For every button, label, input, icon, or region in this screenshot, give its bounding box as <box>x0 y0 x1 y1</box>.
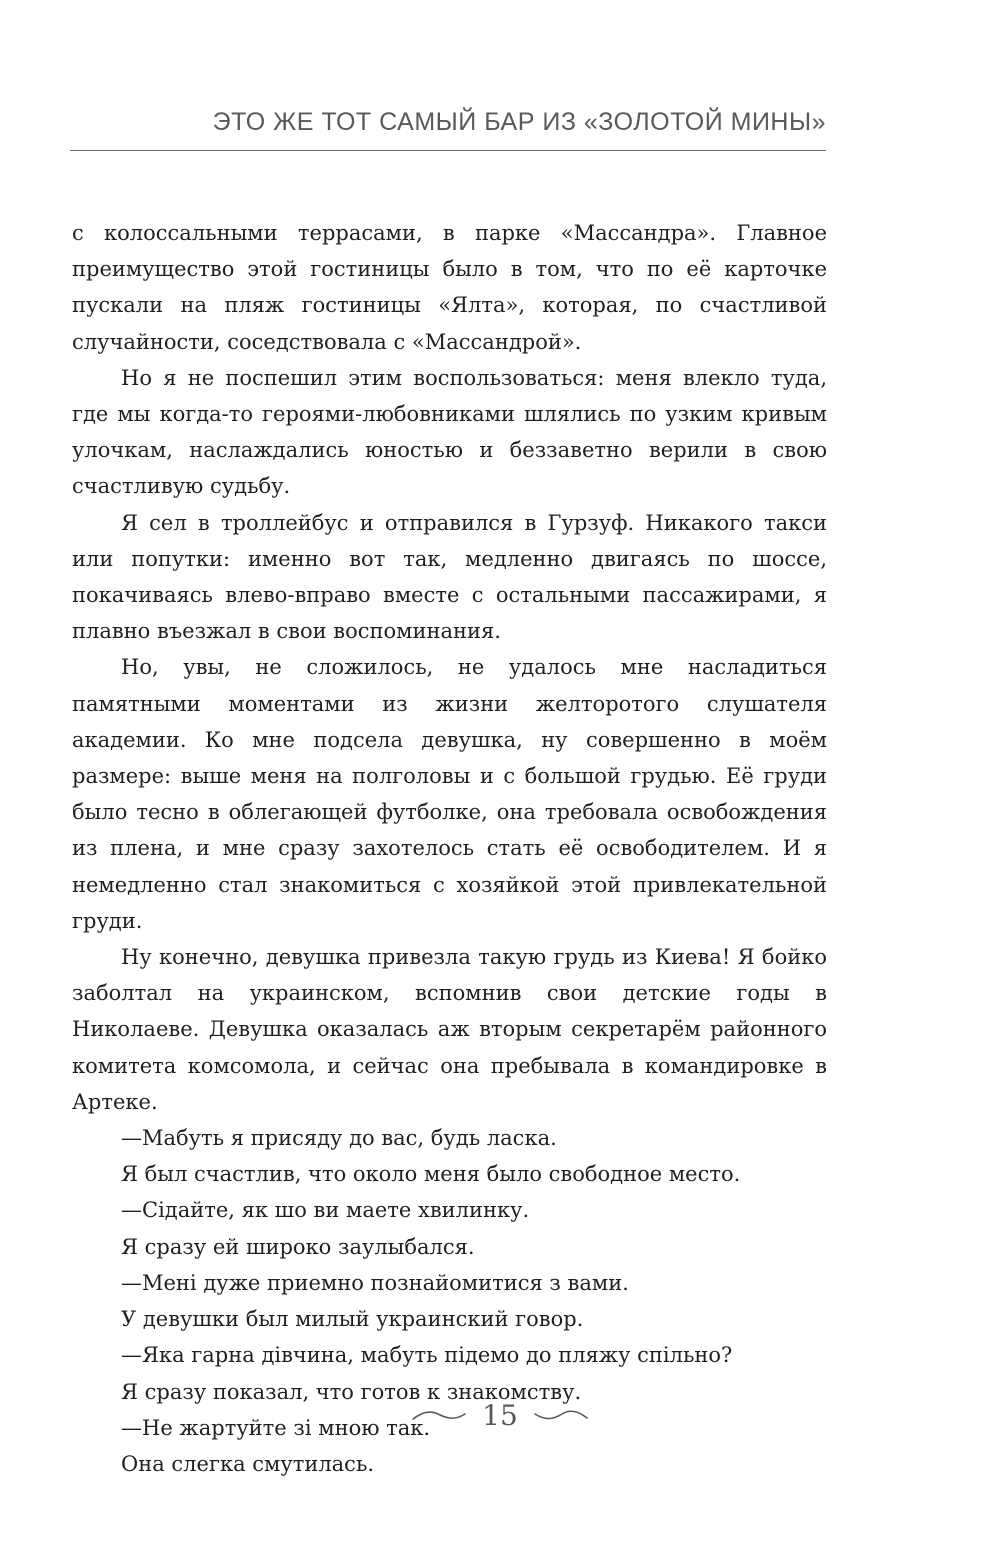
page-number: 15 <box>482 1399 518 1432</box>
paragraph: У девушки был милый украинский говор. <box>121 1307 584 1332</box>
dialogue-line: —Не жартуйте зі мною так. <box>121 1415 431 1440</box>
paragraph: Но, увы, не сложилось, не удалось мне насладиться памятными моментами из жизни желторотого слушателя академии. Ко мне подсела девушка, ну совершенно в моём размере: выше меня на полголовы и с большой грудью. Её груди было тесно в облегающей футболке, она требовала освобождения из плена, и мне сразу захотелось стать её освободителем. И я немедленно стал знакомиться с хозяйкой этой привлекательной груди. <box>72 655 827 933</box>
paragraph: Она слегка смутилась. <box>121 1451 375 1476</box>
dialogue-line: —Мені дуже приемно познайомитися з вами. <box>121 1270 629 1295</box>
swash-left-ornament-icon <box>412 1408 466 1424</box>
dialogue-line: —Мабуть я присяду до вас, будь ласка. <box>121 1126 557 1151</box>
paragraph: Я сразу ей широко заулыбался. <box>121 1234 475 1259</box>
swash-right-ornament-icon <box>534 1408 588 1424</box>
paragraph: Но я не поспешил этим воспользоваться: меня влекло туда, где мы когда-то героями-любовниками шлялись по узким кривым улочкам, наслаждались юностью и беззаветно верили в свою счастливую судьбу. <box>72 365 827 499</box>
dialogue-line: —Яка гарна дівчина, мабуть підемо до пляжу спільно? <box>121 1343 733 1368</box>
body-text <box>72 215 827 1482</box>
paragraph: Ну конечно, девушка привезла такую грудь из Киева! Я бойко заболтал на украинском, вспомнив свои детские годы в Николаеве. Девушка оказалась аж вторым секретарём районного комитета комсомола, и сейчас она пребывала в командировке в Артеке. <box>72 945 827 1114</box>
page-folio <box>0 1397 1000 1432</box>
paragraph: с колоссальными террасами, в парке «Массандра». Главное преимущество этой гостиницы было в том, что по её карточке пускали на пляж гостиницы «Ялта», которая, по счастливой случайности, соседствовала с «Массандрой». <box>72 221 827 354</box>
paragraph: Я был счастлив, что около меня было свободное место. <box>121 1162 741 1187</box>
dialogue-line: —Сідайте, як шо ви маете хвилинку. <box>121 1198 530 1223</box>
paragraph: Я сразу показал, что готов к знакомству. <box>121 1379 582 1404</box>
paragraph: Я сел в троллейбус и отправился в Гурзуф. Никакого такси или попутки: именно вот так, медленно двигаясь по шоссе, покачиваясь влево-вправо вместе с остальными пассажирами, я плавно въезжал в свои воспоминания. <box>72 510 827 644</box>
running-title: ЭТО ЖЕ ТОТ САМЫЙ БАР ИЗ «ЗОЛОТОЙ МИНЫ» <box>212 108 826 136</box>
header-rule <box>70 150 826 151</box>
